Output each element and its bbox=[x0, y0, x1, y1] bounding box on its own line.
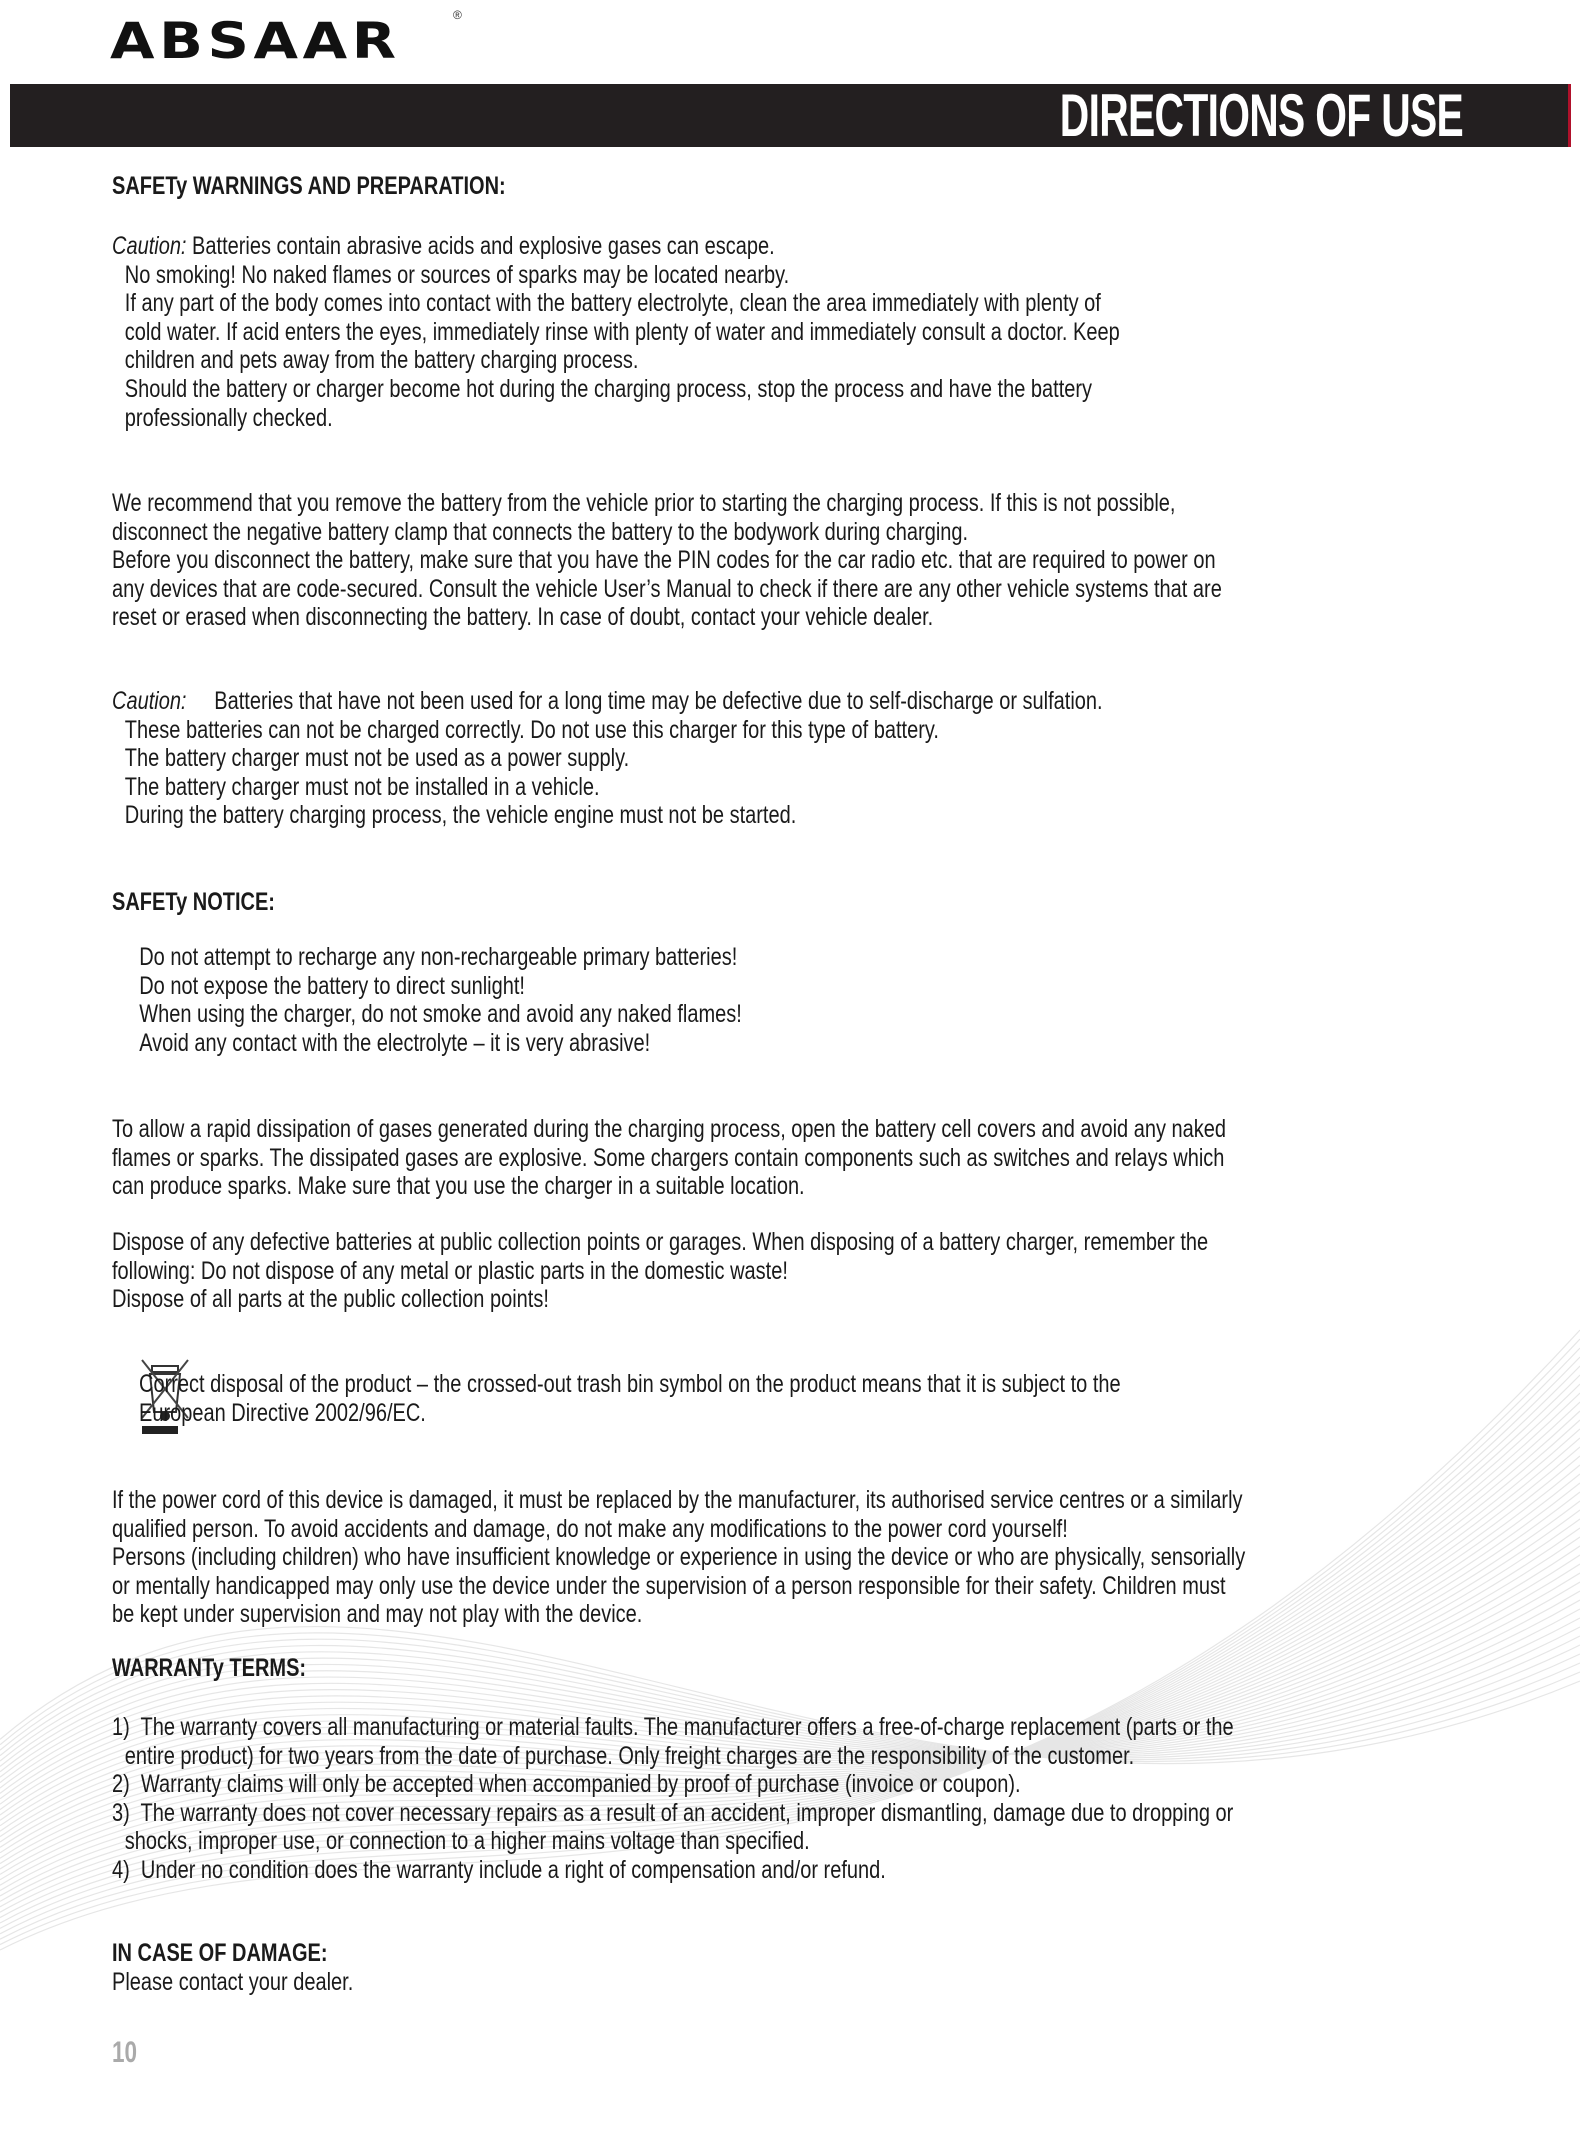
text-line: shocks, improper use, or connection to a higher mains voltage than specified. bbox=[124, 1827, 810, 1856]
page-title: DIRECTIONS OF USE bbox=[1059, 82, 1463, 149]
text-line: The battery charger must not be used as a power supply. bbox=[124, 744, 630, 773]
text-line: entire product) for two years from the date of purchase. Only freight charges are the responsibility of the customer. bbox=[124, 1741, 1135, 1770]
text-line: If the power cord of this device is damaged, it must be replaced by the manufacturer, its authorised service centres or a similarly bbox=[112, 1486, 1243, 1514]
paragraph-power-cord bbox=[112, 1486, 1245, 1629]
brand-logo: ABSAAR bbox=[110, 12, 401, 70]
list-item: 1) The warranty covers all manufacturing or material faults. The manufacturer offers a free-of-charge replacement (parts or the bbox=[112, 1713, 1234, 1741]
damage-text: Please contact your dealer. bbox=[112, 1968, 354, 1996]
text-line: To allow a rapid dissipation of gases generated during the charging process, open the battery cell covers and avoid any naked bbox=[112, 1115, 1227, 1143]
header-bar bbox=[10, 84, 1571, 147]
warranty-list bbox=[112, 1713, 1234, 1885]
text-line: Before you disconnect the battery, make sure that you have the PIN codes for the car radio etc. that are required to power on bbox=[112, 546, 1216, 575]
paragraph-gas-dissipation bbox=[112, 1115, 1226, 1201]
text-line: disconnect the negative battery clamp that connects the battery to the bodywork during charging. bbox=[112, 517, 969, 546]
list-item: Avoid any contact with the electrolyte – it is very abrasive! bbox=[139, 1028, 651, 1057]
text-line: We recommend that you remove the battery from the vehicle prior to starting the charging process. If this is not possible, bbox=[112, 489, 1176, 517]
text-line: European Directive 2002/96/EC. bbox=[139, 1398, 426, 1427]
text-line: Dispose of all parts at the public collection points! bbox=[112, 1285, 549, 1314]
text-line: be kept under supervision and may not play with the device. bbox=[112, 1600, 643, 1629]
text-line bbox=[112, 232, 1120, 261]
section-heading-damage: IN CASE OF DAMAGE: bbox=[112, 1939, 328, 1967]
text-line: reset or erased when disconnecting the battery. In case of doubt, contact your vehicle dealer. bbox=[112, 603, 934, 632]
list-item: When using the charger, do not smoke and avoid any naked flames! bbox=[139, 1000, 742, 1029]
text-line: any devices that are code-secured. Consult the vehicle User’s Manual to check if there are any other vehicle systems that are bbox=[112, 574, 1222, 603]
text-line: If any part of the body comes into contact with the battery electrolyte, clean the area immediately with plenty of bbox=[124, 289, 1101, 318]
section-heading-safety-warnings: SAFETy WARNINGS AND PREPARATION: bbox=[112, 172, 506, 200]
text-line: Correct disposal of the product – the crossed-out trash bin symbol on the product means that it is subject to the bbox=[139, 1370, 1121, 1398]
page-number: 10 bbox=[112, 2036, 138, 2069]
list-item: Do not expose the battery to direct sunlight! bbox=[139, 971, 525, 1000]
weee-disposal-text bbox=[139, 1370, 1121, 1427]
text-line: These batteries can not be charged correctly. Do not use this charger for this type of battery. bbox=[124, 715, 939, 744]
caution-label: Caution: bbox=[112, 232, 187, 260]
section-heading-safety-notice: SAFETy NOTICE: bbox=[112, 888, 275, 916]
text-line: flames or sparks. The dissipated gases are explosive. Some chargers contain components such as switches and relays which bbox=[112, 1143, 1225, 1172]
text-line: During the battery charging process, the vehicle engine must not be started. bbox=[124, 801, 797, 830]
text-line: Dispose of any defective batteries at public collection points or garages. When disposing of a battery charger, remember the bbox=[112, 1228, 1209, 1256]
text-line: No smoking! No naked flames or sources of sparks may be located nearby. bbox=[124, 260, 790, 289]
list-item: Do not attempt to recharge any non-rechargeable primary batteries! bbox=[139, 943, 738, 971]
caution-label: Caution: bbox=[112, 687, 187, 715]
text-line: children and pets away from the battery charging process. bbox=[124, 346, 639, 375]
text-line: following: Do not dispose of any metal or plastic parts in the domestic waste! bbox=[112, 1256, 788, 1285]
text-line: Persons (including children) who have insufficient knowledge or experience in using the device or who are physically, sensorially bbox=[112, 1543, 1246, 1572]
text: Batteries that have not been used for a long time may be defective due to self-discharge or sulfation. bbox=[186, 687, 1103, 715]
text-line: cold water. If acid enters the eyes, immediately rinse with plenty of water and immediately consult a doctor. Keep bbox=[124, 317, 1120, 346]
registered-mark: ® bbox=[453, 8, 462, 22]
text-line: Should the battery or charger become hot during the charging process, stop the process and have the battery bbox=[124, 374, 1093, 403]
list-item: 4) Under no condition does the warranty include a right of compensation and/or refund. bbox=[112, 1855, 886, 1884]
text-line: or mentally handicapped may only use the device under the supervision of a person responsible for their safety. Children must bbox=[112, 1571, 1226, 1600]
list-item: 2) Warranty claims will only be accepted when accompanied by proof of purchase (invoice or coupon). bbox=[112, 1770, 1021, 1799]
text-line bbox=[112, 687, 1103, 716]
paragraph-disposal bbox=[112, 1228, 1208, 1314]
paragraph-remove-battery bbox=[112, 489, 1222, 632]
safety-notice-list bbox=[112, 943, 742, 1057]
caution-block-2 bbox=[112, 687, 1103, 830]
caution-block-1 bbox=[112, 232, 1120, 432]
text-line: qualified person. To avoid accidents and damage, do not make any modifications to the power cord yourself! bbox=[112, 1514, 1068, 1543]
text-line: can produce sparks. Make sure that you use the charger in a suitable location. bbox=[112, 1172, 805, 1201]
section-heading-warranty: WARRANTy TERMS: bbox=[112, 1654, 307, 1682]
text-line: The battery charger must not be installed in a vehicle. bbox=[124, 772, 600, 801]
list-item: 3) The warranty does not cover necessary repairs as a result of an accident, improper dismantling, damage due to dropping or bbox=[112, 1798, 1234, 1827]
text: Batteries contain abrasive acids and explosive gases can escape. bbox=[186, 232, 775, 260]
text-line: professionally checked. bbox=[124, 403, 333, 432]
